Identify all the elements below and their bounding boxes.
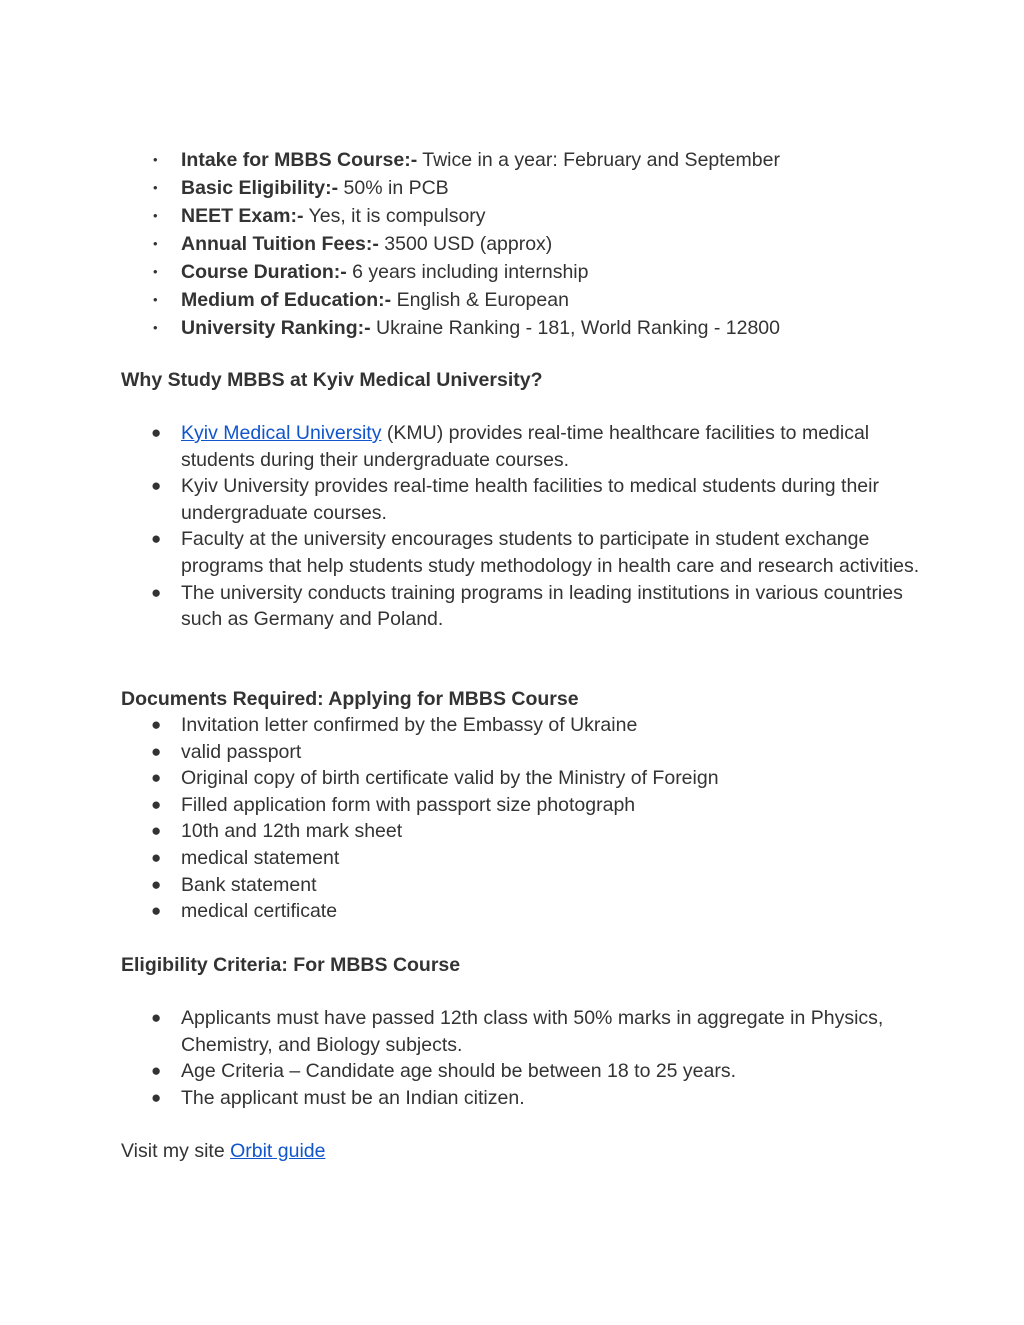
bullet-icon: •: [153, 292, 158, 307]
item-text: (KMU) provides real-time healthcare facilities to medical students during their undergraduate courses.: [181, 422, 870, 471]
documents-list: [121, 712, 921, 925]
bullet-icon: •: [153, 264, 158, 279]
list-item: [121, 202, 921, 230]
list-item: [121, 526, 921, 579]
item-text: Invitation letter confirmed by the Embassy of Ukraine: [181, 714, 638, 736]
item-text: Filled application form with passport size photograph: [181, 793, 636, 816]
bullet-icon: •: [153, 152, 158, 167]
bullet-icon: •: [153, 180, 158, 195]
item-value: 3500 USD (approx): [378, 233, 553, 255]
item-value: 50% in PCB: [338, 177, 449, 199]
list-item: [121, 792, 921, 819]
eligibility-list: [121, 1005, 921, 1111]
eligibility-section: [121, 1005, 921, 1111]
item-value: Twice in a year: February and September: [417, 149, 780, 171]
why-list: [121, 420, 921, 633]
bullet-icon: •: [153, 208, 158, 223]
eligibility-heading-block: [121, 952, 921, 978]
item-text: The university conducts training programs in leading institutions in various countries such as Germany and Poland.: [181, 581, 903, 631]
item-text: Kyiv University provides real-time health facilities to medical students during their undergraduate courses.: [181, 475, 879, 524]
bullet-icon: ●: [151, 794, 162, 814]
section-heading-why: Why Study MBBS at Kyiv Medical University?: [121, 369, 543, 391]
item-value: 6 years including internship: [346, 261, 589, 283]
bullet-icon: ●: [151, 821, 162, 841]
item-label: Course Duration:-: [181, 261, 347, 283]
list-item: [121, 765, 921, 792]
list-item: [121, 146, 921, 174]
item-label: Intake for MBBS Course:-: [181, 149, 418, 171]
item-text: Bank statement: [181, 873, 317, 896]
footer-prefix: Visit my site: [121, 1140, 231, 1162]
intro-list: [121, 146, 921, 342]
list-item: [121, 258, 921, 286]
bullet-icon: ●: [151, 529, 162, 549]
bullet-icon: ●: [151, 1008, 162, 1027]
list-item: [121, 712, 921, 739]
list-item: [121, 174, 921, 202]
list-item: [121, 898, 921, 925]
item-text: Original copy of birth certificate valid by the Ministry of Foreign: [181, 767, 719, 790]
section-heading-eligibility: Eligibility Criteria: For MBBS Course: [121, 954, 461, 976]
list-item: [121, 473, 921, 526]
item-label: Annual Tuition Fees:-: [181, 233, 379, 255]
why-section: [121, 420, 921, 633]
bullet-icon: ●: [151, 715, 162, 734]
bullet-icon: •: [153, 320, 158, 335]
bullet-icon: ●: [151, 901, 162, 921]
item-label: Medium of Education:-: [181, 289, 392, 311]
list-item: [121, 845, 921, 872]
footer-visit: [121, 1138, 921, 1164]
bullet-icon: ●: [151, 741, 162, 761]
why-heading-block: [121, 367, 921, 393]
list-item: [121, 286, 921, 314]
list-item: [121, 420, 921, 473]
item-text: medical statement: [181, 846, 340, 869]
bullet-icon: ●: [151, 1061, 162, 1081]
intro-section: [121, 146, 921, 342]
bullet-icon: ●: [151, 423, 162, 442]
list-item: [121, 739, 921, 766]
item-text: Age Criteria – Candidate age should be between 18 to 25 years.: [181, 1060, 737, 1083]
item-text: medical certificate: [181, 900, 338, 923]
bullet-icon: ●: [151, 847, 162, 867]
list-item: [121, 580, 921, 633]
item-text: 10th and 12th mark sheet: [181, 820, 403, 843]
list-item: [121, 314, 921, 342]
item-value: Ukraine Ranking - 181, World Ranking - 12800: [370, 317, 780, 339]
list-item: [121, 872, 921, 899]
bullet-icon: ●: [151, 1087, 162, 1107]
list-item: [121, 230, 921, 258]
documents-heading-block: [121, 686, 921, 712]
section-heading-documents: Documents Required: Applying for MBBS Course: [121, 688, 579, 710]
bullet-icon: ●: [151, 768, 162, 788]
kyiv-medical-university-link[interactable]: Kyiv Medical University: [181, 422, 382, 444]
item-value: Yes, it is compulsory: [303, 205, 486, 227]
list-item: [121, 818, 921, 845]
bullet-icon: ●: [151, 582, 162, 602]
bullet-icon: ●: [151, 476, 162, 496]
list-item: [121, 1085, 921, 1112]
item-label: University Ranking:-: [181, 317, 371, 339]
orbit-guide-link[interactable]: Orbit guide: [230, 1140, 326, 1162]
list-item: [121, 1005, 921, 1058]
bullet-icon: ●: [151, 874, 162, 894]
item-value: English & European: [391, 289, 569, 311]
item-text: Applicants must have passed 12th class with 50% marks in aggregate in Physics, Chemistry, and Biology subjects.: [181, 1007, 884, 1056]
item-label: NEET Exam:-: [181, 205, 304, 227]
item-text: The applicant must be an Indian citizen.: [181, 1086, 525, 1109]
documents-section: [121, 712, 921, 925]
item-text: Faculty at the university encourages students to participate in student exchange programs that help students study methodology in health care and research activities.: [181, 528, 920, 577]
bullet-icon: •: [153, 236, 158, 251]
item-label: Basic Eligibility:-: [181, 177, 339, 199]
item-text: valid passport: [181, 740, 302, 763]
list-item: [121, 1058, 921, 1085]
